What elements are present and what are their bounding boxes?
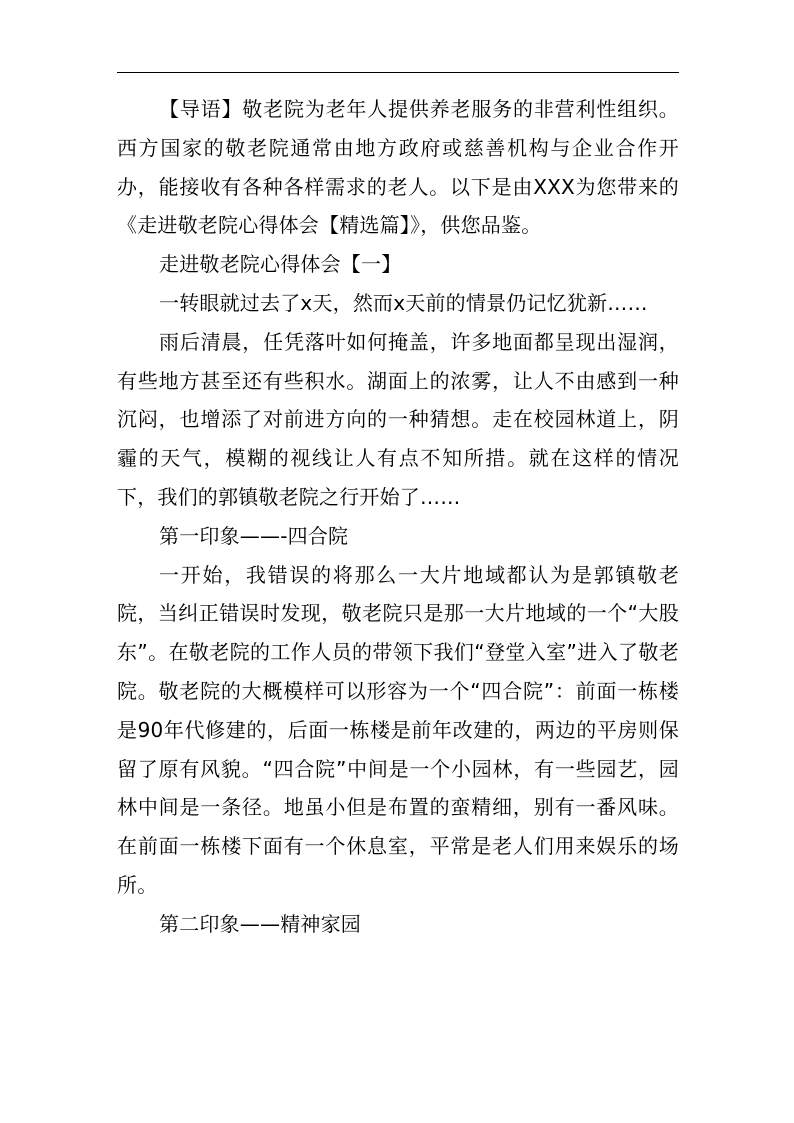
header-rule: [117, 72, 679, 73]
document-body: [117, 90, 679, 944]
body-paragraph: 一开始，我错误的将那么一大片地域都认为是郭镇敬老院，当纠正错误时发现，敬老院只是那一大片地域的一个“大股东”。在敬老院的工作人员的带领下我们“登堂入室”进入了敬老院。敬老院的大概模样可以形容为一个“四合院”：前面一栋楼是90年代修建的，后面一栋楼是前年改建的，两边的平房则保留了原有风貌。“四合院”中间是一个小园林，有一些园艺，园林中间是一条径。地虽小但是布置的蛮精细，别有一番风味。在前面一栋楼下面有一个休息室，平常是老人们用来娱乐的场所。: [117, 562, 679, 897]
subheading-first-impression: 第一印象——-四合院: [159, 523, 349, 548]
subheading-second-impression: 第二印象——精神家园: [159, 911, 361, 936]
intro-paragraph: 【导语】敬老院为老年人提供养老服务的非营利性组织。西方国家的敬老院通常由地方政府或慈善机构与企业合作开办，能接收有各种各样需求的老人。以下是由XXX为您带来的《走进敬老院心得体会【精选篇】》，供您品鉴。: [117, 97, 679, 238]
body-paragraph: 雨后清晨，任凭落叶如何掩盖，许多地面都呈现出湿润，有些地方甚至还有些积水。湖面上的浓雾，让人不由感到一种沉闷，也增添了对前进方向的一种猜想。走在校园林道上，阴霾的天气，模糊的视线让人有点不知所措。就在这样的情况下，我们的郭镇敬老院之行开始了……: [117, 329, 679, 509]
section-heading-1: 走进敬老院心得体会【一】: [159, 252, 402, 277]
body-paragraph: 一转眼就过去了x天，然而x天前的情景仍记忆犹新……: [159, 290, 648, 315]
